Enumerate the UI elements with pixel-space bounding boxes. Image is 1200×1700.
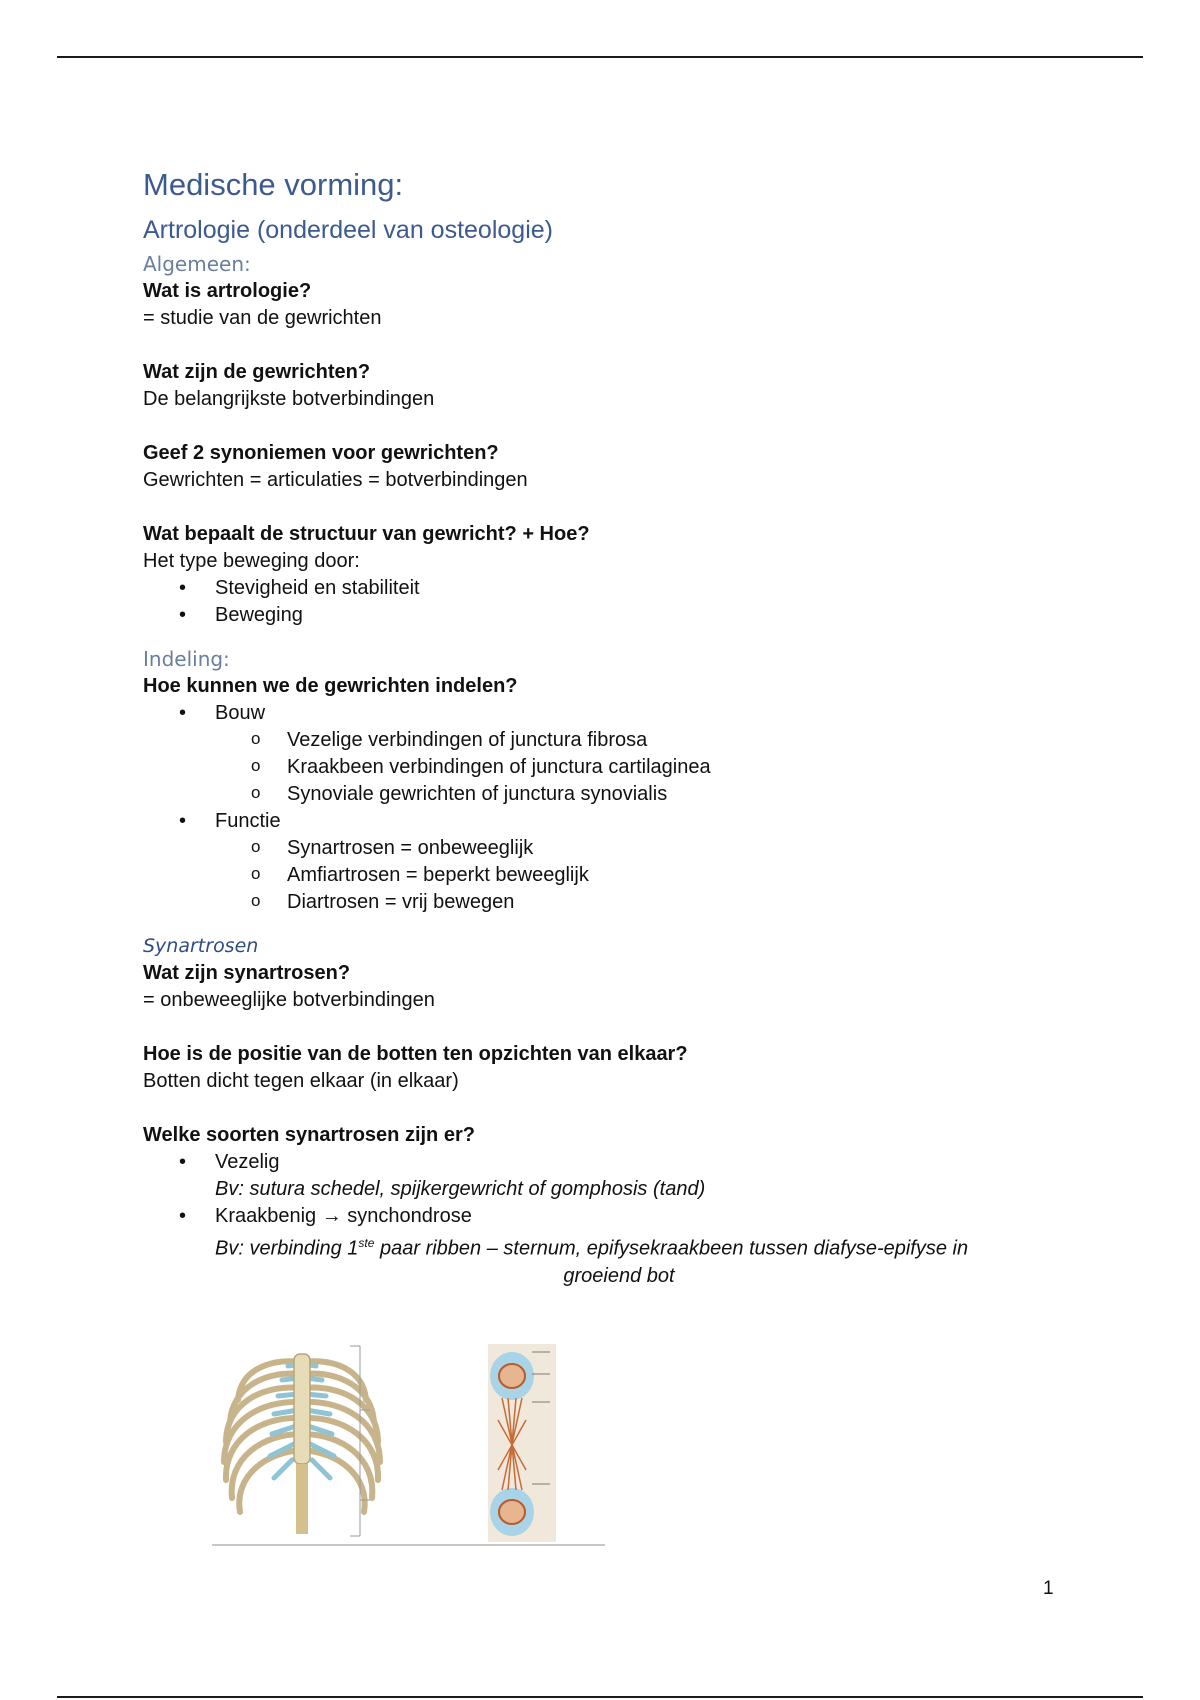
section-heading-algemeen: Algemeen: — [143, 252, 251, 276]
list-item-functie — [143, 808, 1083, 916]
question-3: Geef 2 synoniemen voor gewrichten? — [143, 442, 499, 464]
sublist-item: o Kraakbeen verbindingen of junctura cartilaginea — [143, 754, 1083, 781]
list-item: • Beweging — [143, 602, 1083, 629]
answer-7: Botten dicht tegen elkaar (in elkaar) — [143, 1070, 459, 1092]
question-6: Wat zijn synartrosen? — [143, 962, 351, 984]
superscript: ste — [358, 1236, 375, 1250]
example-text: Bv: sutura schedel, spijkergewricht of gomphosis (tand) — [215, 1178, 706, 1200]
example-text-continued: groeiend bot — [563, 1264, 675, 1287]
list-item-label: Vezelig — [215, 1151, 280, 1173]
example-part: Bv: verbinding 1 — [215, 1237, 359, 1260]
section-heading-synartrosen: Synartrosen — [143, 935, 259, 957]
question-7: Hoe is de positie van de botten ten opzichten van elkaar? — [143, 1043, 688, 1065]
list-item-kraakbenig — [143, 1203, 1083, 1290]
sublist-item: o Vezelige verbindingen of junctura fibrosa — [143, 727, 1083, 754]
page-subtitle: Artrologie (onderdeel van osteologie) — [143, 216, 553, 244]
functie-sublist — [215, 835, 1083, 916]
bouw-sublist — [215, 727, 1083, 808]
figures-svg — [210, 1340, 605, 1548]
list-item-bouw — [143, 700, 1083, 808]
list-item-label: Kraakbenig → synchondrose — [215, 1205, 472, 1227]
page-title: Medische vorming: — [143, 167, 404, 202]
list-item-vezelig — [143, 1149, 1083, 1203]
example-text — [215, 1230, 1083, 1263]
anatomy-figures — [210, 1340, 605, 1548]
answer-3: Gewrichten = articulaties = botverbindingen — [143, 469, 528, 491]
section-heading-indeling: Indeling: — [143, 647, 230, 671]
list-item: • Stevigheid en stabiliteit — [143, 575, 1083, 602]
answer-4-list — [143, 575, 1083, 629]
indeling-list — [143, 700, 1083, 916]
footer-rule — [57, 1696, 1143, 1698]
growth-plate-image — [488, 1344, 556, 1542]
list-item-label: Functie — [215, 810, 281, 832]
document-body — [143, 166, 1083, 1290]
sublist-item: o Synoviale gewrichten of junctura synovialis — [143, 781, 1083, 808]
question-1: Wat is artrologie? — [143, 280, 312, 302]
question-5: Hoe kunnen we de gewrichten indelen? — [143, 675, 518, 697]
question-8: Welke soorten synartrosen zijn er? — [143, 1124, 475, 1146]
soorten-list — [143, 1149, 1083, 1290]
list-item-label: Bouw — [215, 702, 266, 724]
answer-4: Het type beweging door: — [143, 550, 360, 572]
answer-2: De belangrijkste botverbindingen — [143, 388, 435, 410]
sublist-item: o Amfiartrosen = beperkt beweeglijk — [143, 862, 1083, 889]
page-number: 1 — [1043, 1578, 1054, 1599]
sublist-item: o Diartrosen = vrij bewegen — [143, 889, 1083, 916]
question-2: Wat zijn de gewrichten? — [143, 361, 371, 383]
header-rule — [57, 56, 1143, 58]
question-4: Wat bepaalt de structuur van gewricht? + Hoe? — [143, 523, 590, 545]
sublist-item: o Synartrosen = onbeweeglijk — [143, 835, 1083, 862]
answer-6: = onbeweeglijke botverbindingen — [143, 989, 435, 1011]
answer-1: = studie van de gewrichten — [143, 307, 382, 329]
example-part: paar ribben – sternum, epifysekraakbeen tussen diafyse-epifyse in — [374, 1237, 969, 1260]
